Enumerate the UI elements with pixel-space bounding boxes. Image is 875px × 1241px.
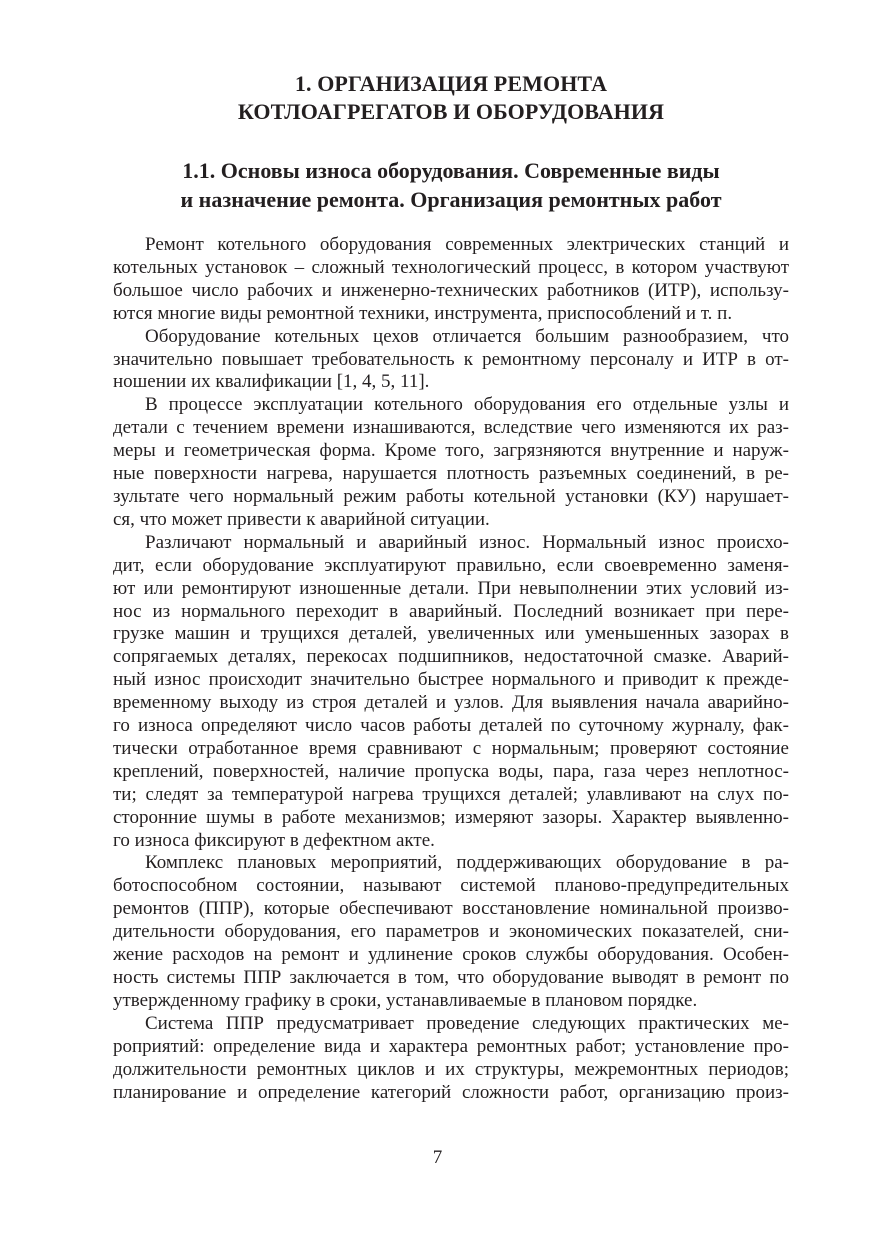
text-line: В процессе эксплуатации котельного оборудования его отдельные узлы и <box>145 394 789 416</box>
chapter-title <box>113 70 789 126</box>
text-line: роприятий: определение вида и характера ремонтных работ; установление про- <box>113 1035 789 1057</box>
paragraph <box>113 532 789 853</box>
text-line: Оборудование котельных цехов отличается большим разнообразием, что <box>145 325 789 347</box>
text-line: сопрягаемых деталях, перекосах подшипников, недостаточной смазке. Аварий- <box>113 646 789 668</box>
text-line: дит, если оборудование эксплуатируют правильно, если своевременно заменя- <box>113 554 789 576</box>
text-line: ся, что может привести к аварийной ситуации. <box>113 508 490 530</box>
text-line: ботоспособном состоянии, называют системой планово-предупредительных <box>113 875 789 897</box>
paragraph <box>113 394 789 531</box>
text-line: сторонние шумы в работе механизмов; измеряют зазоры. Характер выявленно- <box>113 806 789 828</box>
chapter-title-line: 1. ОРГАНИЗАЦИЯ РЕМОНТА <box>294 71 608 96</box>
text-line: нос из нормального переходит в аварийный. Последний возникает при пере- <box>113 600 789 622</box>
text-line: ремонтов (ППР), которые обеспечивают восстановление номинальной произво- <box>113 898 789 920</box>
section-title <box>113 156 789 214</box>
paragraph <box>113 1013 789 1105</box>
text-line: го износа определяют число часов работы деталей по суточному журналу, фак- <box>113 715 789 737</box>
text-line: жение расходов на ремонт и удлинение сроков службы оборудования. Особен- <box>113 944 789 966</box>
paragraph <box>113 234 789 326</box>
section-title-line: 1.1. Основы износа оборудования. Современные виды <box>182 158 720 183</box>
section-title-line: и назначение ремонта. Организация ремонтных работ <box>180 187 722 212</box>
text-line: котельных установок – сложный технологический процесс, в котором участвуют <box>113 256 789 278</box>
text-line: Ремонт котельного оборудования современных электрических станций и <box>145 234 789 255</box>
text-line: креплений, поверхностей, наличие пропуска воды, пара, газа через неплотнос- <box>113 760 789 782</box>
text-line: Система ППР предусматривает проведение следующих практических ме- <box>145 1012 789 1034</box>
text-line: зультате чего нормальный режим работы котельной установки (КУ) нарушает- <box>113 485 789 507</box>
text-line: ют или ремонтируют изношенные детали. При невыполнении этих условий из- <box>113 577 789 599</box>
body-text <box>113 234 789 1104</box>
text-line: ный износ происходит значительно быстрее нормального и приводит к прежде- <box>113 669 789 691</box>
chapter-title-line: КОТЛОАГРЕГАТОВ И ОБОРУДОВАНИЯ <box>237 99 665 124</box>
text-line: значительно повышает требовательность к ремонтному персоналу и ИТР в от- <box>113 348 789 370</box>
text-line: ность системы ППР заключается в том, что оборудование выводят в ремонт по <box>113 967 789 988</box>
text-line: Комплекс плановых мероприятий, поддерживающих оборудование в ра- <box>145 852 789 874</box>
text-line: детали с течением времени изнашиваются, вследствие чего изменяются их раз- <box>113 417 789 439</box>
text-line: Различают нормальный и аварийный износ. Нормальный износ происхо- <box>145 531 789 553</box>
paragraph <box>113 326 789 395</box>
text-line: утвержденному графику в сроки, устанавливаемые в плановом порядке. <box>113 989 698 1011</box>
text-line: ные поверхности нагрева, нарушается плотность разъемных соединений, в ре- <box>113 463 789 485</box>
text-line: грузке машин и трущихся деталей, увеличенных или уменьшенных зазорах в <box>113 623 789 645</box>
text-line: временному выходу из строя деталей и узлов. Для выявления начала аварийно- <box>113 692 789 714</box>
text-line: го износа фиксируют в дефектном акте. <box>113 829 435 851</box>
text-line: должительности ремонтных циклов и их структуры, межремонтных периодов; <box>113 1058 789 1080</box>
page-number: 7 <box>432 1147 443 1168</box>
text-line: дительности оборудования, его параметров и экономических показателей, сни- <box>113 921 789 943</box>
text-line: планирование и определение категорий сложности работ, организацию произ- <box>113 1081 789 1103</box>
paragraph <box>113 852 789 1012</box>
page-content <box>113 70 789 1104</box>
text-line: ются многие виды ремонтной техники, инструмента, приспособлений и т. п. <box>113 302 733 324</box>
text-line: меры и геометрическая форма. Кроме того, загрязняются внутренние и наруж- <box>113 440 789 462</box>
text-line: ношении их квалификации [1, 4, 5, 11]. <box>113 371 430 393</box>
text-line: тически отработанное время сравнивают с нормальным; проверяют состояние <box>113 737 789 759</box>
text-line: ти; следят за температурой нагрева трущихся деталей; улавливают на слух по- <box>113 783 789 805</box>
text-line: большое число рабочих и инженерно-технических работников (ИТР), использу- <box>113 279 789 301</box>
